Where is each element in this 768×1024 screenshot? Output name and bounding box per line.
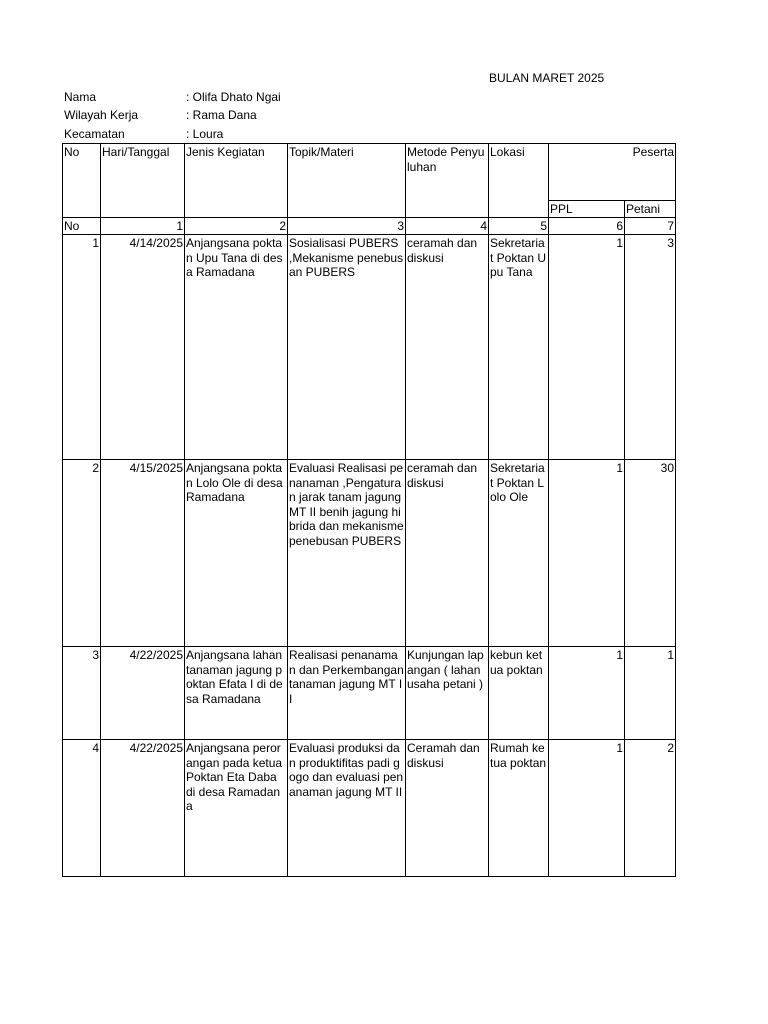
table-row bbox=[63, 235, 676, 460]
row-activity: Anjangsana perorangan pada ketua Poktan Eta Daba di desa Ramadana bbox=[185, 740, 288, 877]
row-method: Kunjungan lapangan ( lahan usaha petani ) bbox=[406, 647, 489, 740]
row-method: ceramah dan diskusi bbox=[406, 235, 489, 460]
row-date: 4/22/2025 bbox=[101, 647, 185, 740]
row-location: Sekretariat Poktan Lolo Ole bbox=[489, 460, 549, 647]
row-date: 4/22/2025 bbox=[101, 740, 185, 877]
row-no: 3 bbox=[63, 647, 101, 740]
header-topic: Topik/Materi bbox=[288, 144, 406, 218]
index-col: 5 bbox=[489, 218, 549, 235]
row-topic: Sosialisasi PUBERS ,Mekanisme penebusan PUBERS bbox=[288, 235, 406, 460]
index-col: 3 bbox=[288, 218, 406, 235]
activity-table bbox=[62, 143, 676, 877]
name-value: : Olifa Dhato Ngai bbox=[186, 90, 281, 104]
row-method: ceramah dan diskusi bbox=[406, 460, 489, 647]
index-col: 4 bbox=[406, 218, 489, 235]
table-row bbox=[63, 740, 676, 877]
header-farmer: Petani bbox=[625, 201, 676, 218]
table-row bbox=[63, 460, 676, 647]
row-method: Ceramah dan diskusi bbox=[406, 740, 489, 877]
header-ppl: PPL bbox=[549, 201, 625, 218]
index-col: 7 bbox=[625, 218, 676, 235]
row-farmer: 1 bbox=[625, 647, 676, 740]
row-date: 4/15/2025 bbox=[101, 460, 185, 647]
row-no: 1 bbox=[63, 235, 101, 460]
row-date: 4/14/2025 bbox=[101, 235, 185, 460]
report-month: BULAN MARET 2025 bbox=[489, 71, 605, 85]
table-row bbox=[63, 647, 676, 740]
row-no: 4 bbox=[63, 740, 101, 877]
header-date: Hari/Tanggal bbox=[101, 144, 185, 218]
index-col: 2 bbox=[185, 218, 288, 235]
row-topic: Evaluasi produksi dan produktifitas padi gogo dan evaluasi penanaman jagung MT II bbox=[288, 740, 406, 877]
row-activity: Anjangsana poktan Upu Tana di desa Ramadana bbox=[185, 235, 288, 460]
header-participants: Peserta bbox=[549, 144, 676, 201]
work-area-value: : Rama Dana bbox=[186, 108, 257, 122]
index-no: No bbox=[63, 218, 101, 235]
row-no: 2 bbox=[63, 460, 101, 647]
header-activity: Jenis Kegiatan bbox=[185, 144, 288, 218]
row-location: Sekretariat Poktan Upu Tana bbox=[489, 235, 549, 460]
name-label: Nama bbox=[64, 90, 97, 104]
row-ppl: 1 bbox=[549, 235, 625, 460]
index-col: 6 bbox=[549, 218, 625, 235]
index-row bbox=[63, 218, 676, 235]
row-ppl: 1 bbox=[549, 740, 625, 877]
district-label: Kecamatan bbox=[64, 127, 125, 141]
header-no: No bbox=[63, 144, 101, 218]
row-location: Rumah ketua poktan bbox=[489, 740, 549, 877]
row-topic: Evaluasi Realisasi penanaman ,Pengaturan jarak tanam jagung MT II benih jagung hibrida dan mekanisme penebusan PUBERS bbox=[288, 460, 406, 647]
row-farmer: 3 bbox=[625, 235, 676, 460]
row-activity: Anjangsana lahan tanaman jagung poktan Efata I di desa Ramadana bbox=[185, 647, 288, 740]
header-location: Lokasi bbox=[489, 144, 549, 218]
work-area-label: Wilayah Kerja bbox=[64, 108, 139, 122]
row-farmer: 2 bbox=[625, 740, 676, 877]
row-farmer: 30 bbox=[625, 460, 676, 647]
row-location: kebun ketua poktan bbox=[489, 647, 549, 740]
row-topic: Realisasi penanaman dan Perkembangan tanaman jagung MT II bbox=[288, 647, 406, 740]
header-method: Metode Penyuluhan bbox=[406, 144, 489, 218]
row-ppl: 1 bbox=[549, 647, 625, 740]
row-ppl: 1 bbox=[549, 460, 625, 647]
row-activity: Anjangsana poktan Lolo Ole di desa Ramadana bbox=[185, 460, 288, 647]
district-value: : Loura bbox=[186, 127, 224, 141]
index-col: 1 bbox=[101, 218, 185, 235]
